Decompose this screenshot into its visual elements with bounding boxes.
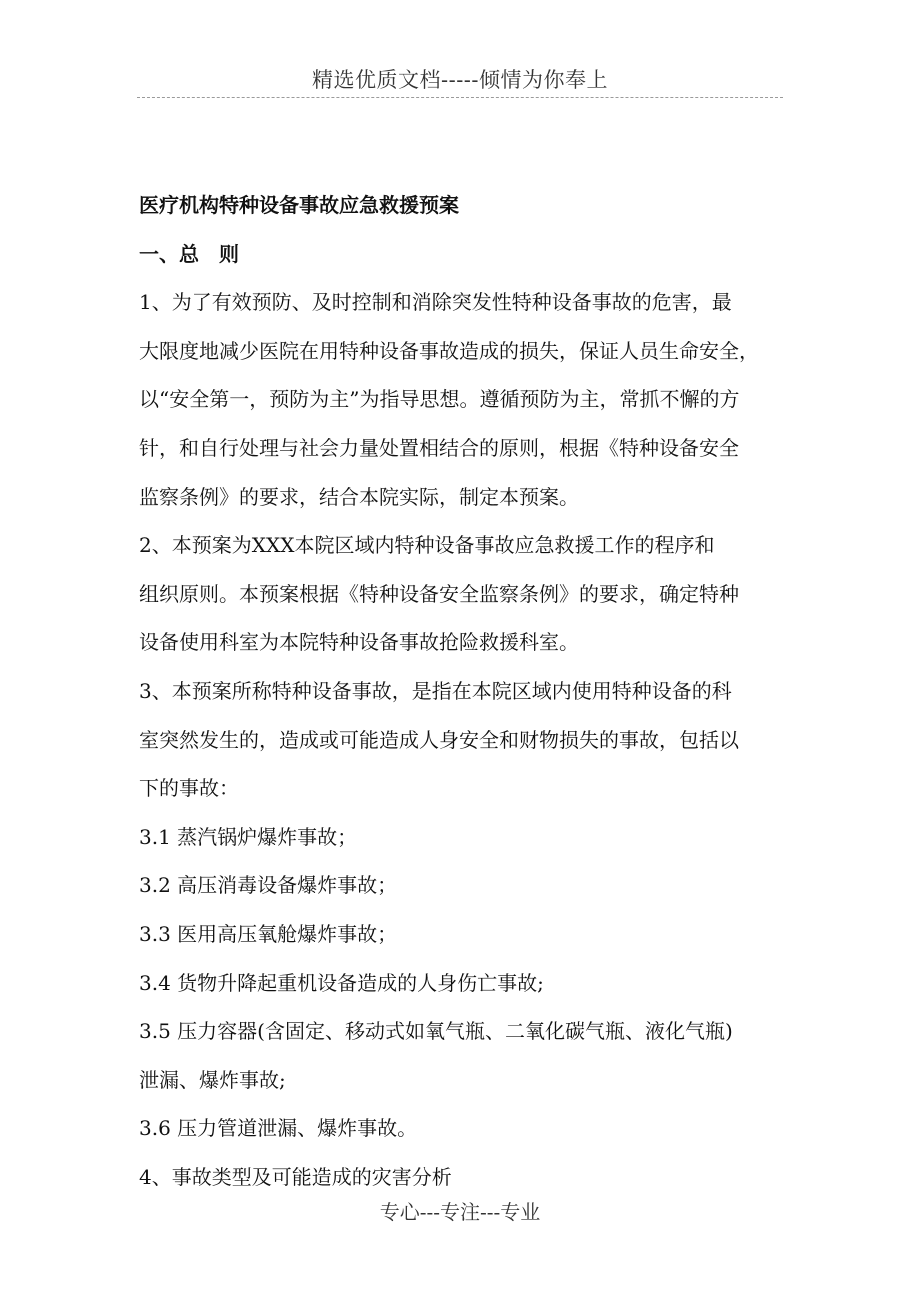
- header-divider: [137, 97, 783, 98]
- page-header: 精选优质文档-----倾情为你奉上: [312, 68, 608, 92]
- list-item: 3.6 压力管道泄漏、爆炸事故。: [139, 1116, 418, 1141]
- page-footer: 专心---专注---专业: [379, 1200, 541, 1224]
- list-item: 3.1 蒸汽锅炉爆炸事故；: [139, 824, 358, 849]
- list-item: 3.5 压力容器(含固定、移动式如氧气瓶、二氧化碳气瓶、液化气瓶): [139, 1019, 733, 1044]
- paragraph-line: 设备使用科室为本院特种设备事故抢险救援科室。: [139, 630, 579, 655]
- paragraph-line: 大限度地减少医院在用特种设备事故造成的损失，保证人员生命安全，: [139, 338, 759, 363]
- paragraph-line: 2、本预案为XXX本院区域内特种设备事故应急救援工作的程序和: [139, 533, 715, 558]
- paragraph-line: 针，和自行处理与社会力量处置相结合的原则，根据《特种设备安全: [139, 435, 739, 460]
- paragraph-line: 4、事故类型及可能造成的灾害分析: [139, 1164, 452, 1189]
- list-item-continuation: 泄漏、爆炸事故;: [139, 1067, 286, 1092]
- paragraph-line: 室突然发生的，造成或可能造成人身安全和财物损失的事故，包括以: [139, 727, 739, 752]
- document-body: [139, 181, 789, 1201]
- paragraph-line: 以“安全第一，预防为主”为指导思想。遵循预防为主，常抓不懈的方: [139, 387, 740, 412]
- paragraph-line: 下的事故：: [139, 776, 239, 801]
- document-title: 医疗机构特种设备事故应急救援预案: [139, 193, 459, 217]
- paragraph-line: 监察条例》的要求，结合本院实际，制定本预案。: [139, 484, 579, 509]
- paragraph-line: 1、为了有效预防、及时控制和消除突发性特种设备事故的危害，最: [139, 290, 732, 315]
- list-item: 3.4 货物升降起重机设备造成的人身伤亡事故;: [139, 970, 544, 995]
- list-item: 3.2 高压消毒设备爆炸事故；: [139, 873, 398, 898]
- paragraph-line: 3、本预案所称特种设备事故，是指在本院区域内使用特种设备的科: [139, 678, 732, 703]
- section-heading: 一、总 则: [139, 241, 239, 266]
- list-item: 3.3 医用高压氧舱爆炸事故；: [139, 921, 398, 946]
- paragraph-line: 组织原则。本预案根据《特种设备安全监察条例》的要求，确定特种: [139, 581, 739, 606]
